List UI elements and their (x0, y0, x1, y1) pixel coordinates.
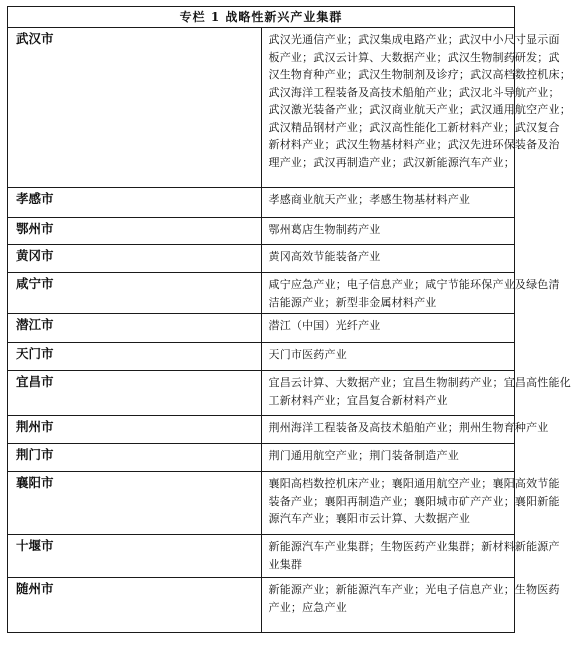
industry-line: 新材料产业；武汉生物基材料产业；武汉先进环保装备及治 (268, 138, 560, 151)
industry-line: 新能源产业；新能源汽车产业；光电子信息产业；生物医药 (268, 583, 560, 596)
industry-line: 理产业；武汉再制造产业；武汉新能源汽车产业； (268, 155, 515, 169)
industry-line: 武汉光通信产业；武汉集成电路产业；武汉中小尺寸显示面 (268, 33, 560, 46)
industry-line: 孝感商业航天产业；孝感生物基材料产业 (268, 193, 471, 206)
industry-line: 天门市医药产业 (268, 348, 347, 361)
industry-list (261, 218, 515, 245)
city-name: 黄冈市 (8, 245, 262, 273)
table-row (8, 273, 515, 314)
industry-line: 黄冈高效节能装备产业 (268, 250, 381, 263)
industry-line: 武汉海洋工程装备及高技术船舶产业；武汉北斗导航产业； (268, 85, 560, 99)
industry-list (261, 371, 571, 416)
table-row (8, 371, 515, 416)
table-row (8, 343, 515, 371)
industry-list (261, 472, 560, 535)
industry-list (261, 314, 515, 343)
industry-line: 咸宁应急产业；电子信息产业；咸宁节能环保产业及绿色清 (268, 278, 560, 291)
table-row (8, 578, 515, 633)
table-row (8, 472, 515, 535)
table-row (8, 535, 515, 578)
industry-line: 汉生物育种产业；武汉生物制剂及诊疗；武汉高档数控机床； (268, 68, 571, 81)
city-name: 襄阳市 (8, 472, 262, 535)
industry-list (261, 273, 560, 314)
city-name: 十堰市 (8, 535, 262, 578)
industry-line: 源汽车产业；襄阳市云计算、大数据产业 (268, 512, 471, 525)
industry-list (261, 578, 560, 633)
industry-line: 荆州海洋工程装备及高技术船舶产业；荆州生物育种产业 (268, 421, 549, 434)
table-title-row (8, 7, 515, 28)
industry-line: 潜江（中国）光纤产业 (268, 319, 381, 332)
industry-line: 武汉精品钢材产业；武汉高性能化工新材料产业；武汉复合 (268, 120, 560, 134)
industry-line: 荆门通用航空产业；荆门装备制造产业 (268, 449, 459, 462)
city-name: 随州市 (8, 578, 262, 633)
industry-cluster-table (7, 6, 571, 633)
industry-list (261, 245, 515, 273)
industry-list (261, 416, 549, 444)
industry-line: 产业；应急产业 (268, 600, 347, 614)
city-name: 荆州市 (8, 416, 262, 444)
document-page (7, 6, 571, 633)
industry-line: 板产业；武汉云计算、大数据产业；武汉生物制药研发；武 (268, 50, 560, 64)
industry-line: 业集群 (268, 557, 303, 571)
table-row (8, 218, 515, 245)
table-row (8, 28, 515, 188)
industry-list (261, 28, 571, 188)
city-name: 孝感市 (8, 188, 262, 218)
industry-line: 工新材料产业；宜昌复合新材料产业 (268, 393, 448, 407)
table-row (8, 444, 515, 472)
industry-line: 武汉激光装备产业；武汉商业航天产业；武汉通用航空产业； (268, 103, 571, 116)
table-row (8, 314, 515, 343)
industry-line: 宜昌云计算、大数据产业；宜昌生物制药产业；宜昌高性能化 (268, 376, 571, 389)
table-row (8, 416, 515, 444)
industry-line: 新能源汽车产业集群；生物医药产业集群；新材料新能源产 (268, 540, 560, 553)
table-row (8, 188, 515, 218)
industry-list (261, 188, 515, 218)
industry-list (261, 535, 560, 578)
city-name: 武汉市 (8, 28, 262, 188)
industry-list (261, 343, 515, 371)
industry-line: 洁能源产业；新型非金属材料产业 (268, 295, 437, 309)
industry-list (261, 444, 515, 472)
city-name: 荆门市 (8, 444, 262, 472)
city-name: 咸宁市 (8, 273, 262, 314)
city-name: 宜昌市 (8, 371, 262, 416)
industry-line: 襄阳高档数控机床产业；襄阳通用航空产业；襄阳高效节能 (268, 477, 560, 490)
industry-line: 鄂州葛店生物制药产业 (268, 223, 381, 236)
city-name: 天门市 (8, 343, 262, 371)
city-name: 潜江市 (8, 314, 262, 343)
table-title: 专栏 1 战略性新兴产业集群 (8, 7, 515, 28)
table-row (8, 245, 515, 273)
city-name: 鄂州市 (8, 218, 262, 245)
industry-line: 装备产业；襄阳再制造产业；襄阳城市矿产产业；襄阳新能 (268, 494, 560, 508)
